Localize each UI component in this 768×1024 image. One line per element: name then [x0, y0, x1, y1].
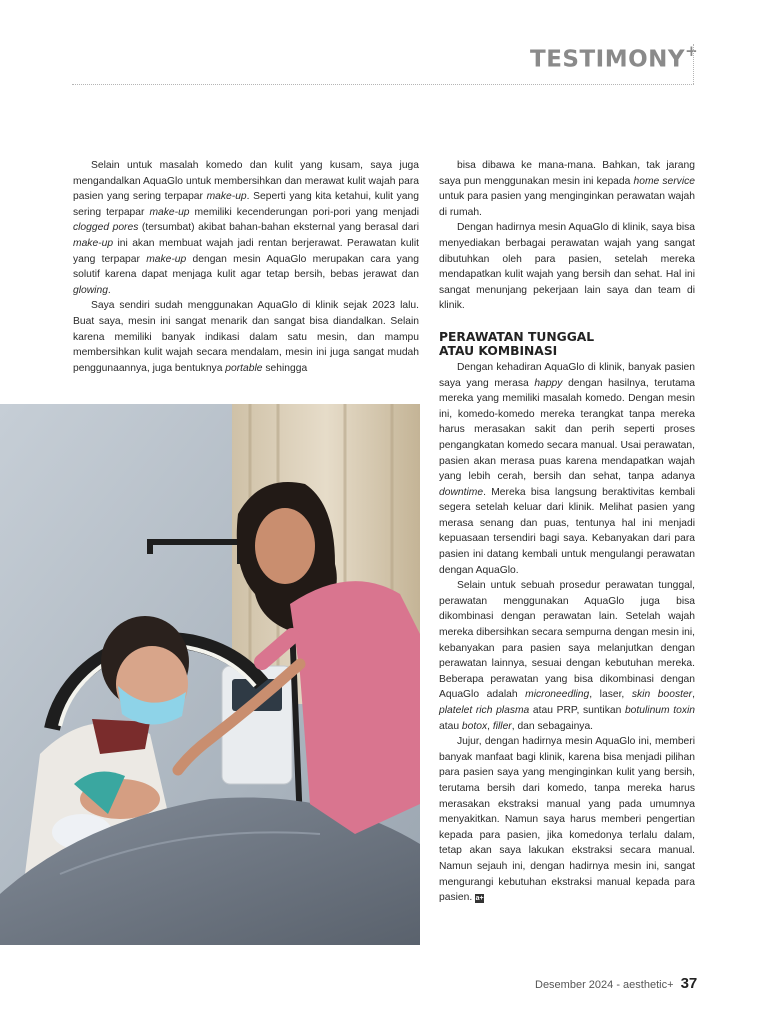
- paragraph: Dengan kehadiran AquaGlo di klinik, banyak pasien saya yang merasa happy dengan hasilnya, terutama mereka yang memiliki masalah komedo. Dengan mesin ini, komedo-komedo mereka terangkat tanpa mereka harus merasakan sakit dan perih seperti proses pengangkatan komedo secara manual. Usai perawatan, pasien akan merasa puas karena mendapatkan wajah yang lebih cerah, bersih dan sehat, tanpa adanya downtime. Mereka bisa langsung beraktivitas kembali segera setelah keluar dari klinik. Melihat pasien yang merasa senang dan puas, tentunya hal ini menjadi kepuasaan tersendiri bagi saya. Kebanyakan dari para pasien ini datang kembali untuk mengulangi perawatan dengan AquaGlo.: [439, 361, 695, 576]
- section-label: TESTIMONY+: [530, 42, 699, 73]
- italic-term: make-up: [149, 206, 190, 218]
- italic-term: glowing: [73, 284, 108, 296]
- italic-term: make-up: [73, 237, 114, 249]
- paragraph: Selain untuk masalah komedo dan kulit yang kusam, saya juga mengandalkan AquaGlo untuk membersihkan dan merawat kulit wajah para pasien yang sering terpapar make-up. Seperti yang kita ketahui, kulit yang sering terpapar make-up memiliki kecenderungan pori-pori yang menjadi clogged pores (tersumbat) akibat bahan-bahan eksternal yang berasal dari make-up ini akan membuat wajah jadi rentan berjerawat. Perawatan kulit yang terpapar make-up dengan mesin AquaGlo merupakan cara yang solutif karena dapat menjaga kulit agar tetap bersih, bebas jerawat dan glowing.: [73, 160, 420, 296]
- subheading-line: PERAWATAN TUNGGAL: [439, 329, 595, 344]
- italic-term: skin booster: [631, 689, 693, 701]
- header-divider-vertical: [693, 44, 694, 84]
- italic-term: downtime: [439, 486, 484, 498]
- italic-term: microneedling: [525, 689, 590, 701]
- article-column-right: [439, 158, 695, 906]
- paragraph: Dengan hadirnya mesin AquaGlo di klinik, saya bisa menyediakan berbagai perawatan wajah yang sangat dibutuhkan oleh para pasien, setelah mereka mendapatkan kulit wajah yang bersih dan sehat. Hal ini sangat menunjang pekerjaan lain saya dan team di klinik.: [439, 222, 695, 312]
- footer-issue: Desember 2024 - aesthetic+: [535, 979, 674, 991]
- end-mark-icon: a+: [475, 895, 484, 903]
- article-column-left: [73, 158, 419, 376]
- paragraph: bisa dibawa ke mana-mana. Bahkan, tak jarang saya pun menggunakan mesin ini kepada home service untuk para pasien yang menginginkan perawatan wajah di rumah.: [439, 160, 695, 218]
- subheading-line: ATAU KOMBINASI: [439, 343, 558, 358]
- italic-term: botox: [461, 720, 488, 732]
- italic-term: filler: [492, 720, 512, 732]
- paragraph-text: Jujur, dengan hadirnya mesin AquaGlo ini, memberi banyak manfaat bagi klinik, karena bisa menjadi pilihan para pasien saya yang menginginkan kulit yang bersih, terutama bersih dari komedo, tanpa mereka harus merasakan ekstraksi manual yang pada umumnya menyakitkan. Namun saya harus memberi pengertian kepada para pasien, jika komedonya terlalu dalam, tetap akan saya lakukan ekstraksi secara manual. Namun sejauh ini, dengan hadirnya mesin ini, sangat mengurangi kebutuhan ekstraksi manual kepada para pasien.: [439, 736, 695, 904]
- italic-term: home service: [633, 175, 695, 187]
- italic-term: make-up: [206, 191, 247, 203]
- paragraph: Saya sendiri sudah menggunakan AquaGlo di klinik sejak 2023 lalu. Buat saya, mesin ini sangat menarik dan sangat bisa diandalkan. Selain karena memiliki banyak indikasi dalam satu mesin, dan mampu membersihkan kulit wajah secara mendalam, mesin ini juga sangat mudah penggunaannya, juga bentuknya portable sehingga: [73, 300, 419, 374]
- subheading: [439, 330, 695, 358]
- header-divider: [72, 84, 694, 85]
- italic-term: botulinum toxin: [624, 705, 695, 716]
- page-number: 37: [680, 975, 698, 992]
- italic-term: portable: [225, 362, 263, 374]
- paragraph: [439, 734, 695, 906]
- italic-term: platelet rich plasma: [439, 705, 530, 716]
- italic-term: make-up: [146, 253, 187, 265]
- treatment-photo: [0, 404, 420, 945]
- italic-term: clogged pores: [73, 222, 139, 234]
- paragraph: Selain untuk sebuah prosedur perawatan tunggal, perawatan menggunakan AquaGlo juga bisa dikombinasi dengan perawatan lain. Setelah wajah mereka dibersihkan secara sempurna dengan mesin ini, kebanyakan para pasien saya melanjutkan dengan perawatan lainnya, sesuai dengan kebutuhan mereka. Beberapa perawatan yang bisa dikombinasi dengan AquaGlo adalah microneedling, laser, skin booster, platelet rich plasma atau PRP, suntikan botulinum toxin atau botox, filler, dan sebagainya.: [439, 580, 695, 732]
- page-footer: [535, 975, 697, 992]
- italic-term: happy: [534, 377, 563, 389]
